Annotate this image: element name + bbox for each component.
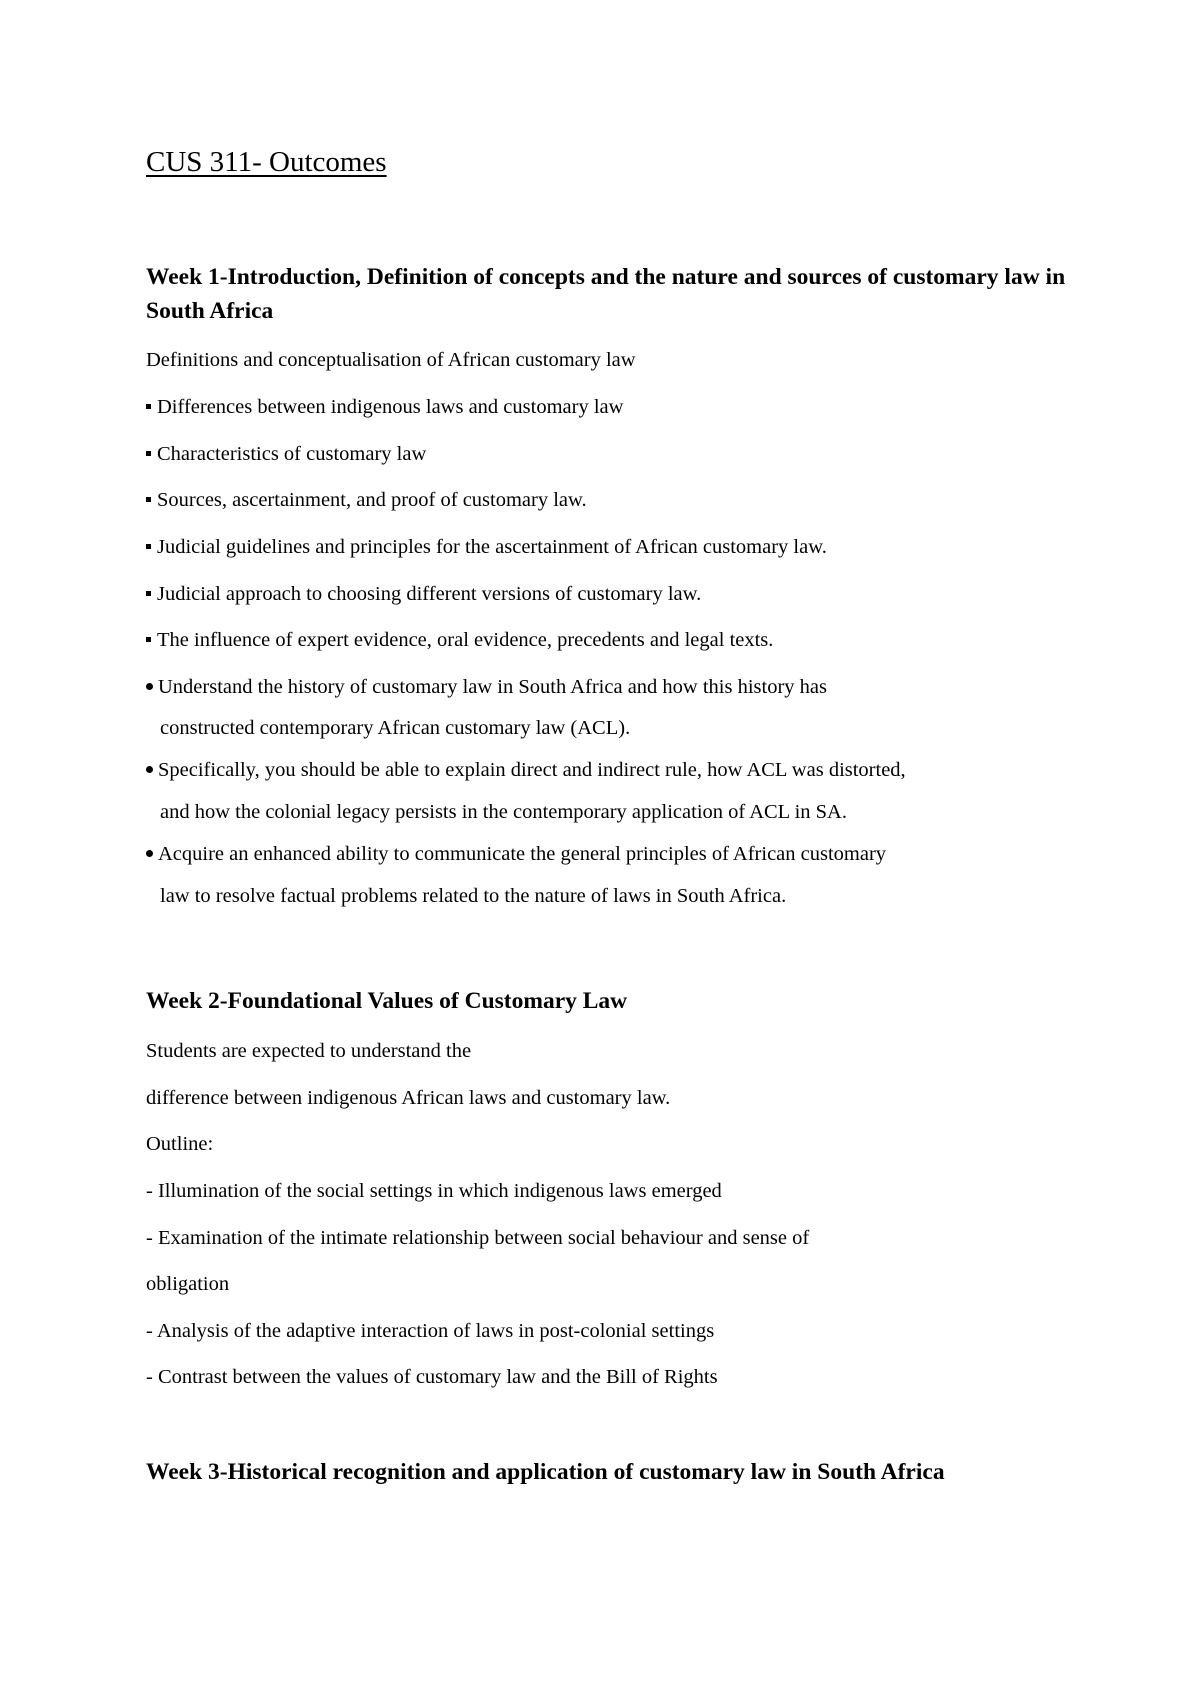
square-bullet-icon bbox=[146, 637, 151, 642]
square-bullet-icon bbox=[146, 404, 151, 409]
list-item bbox=[146, 673, 827, 701]
week2-line: obligation bbox=[146, 1273, 230, 1295]
list-item bbox=[146, 440, 426, 468]
week2-line: - Illumination of the social settings in which indigenous laws emerged bbox=[146, 1180, 722, 1202]
round-bullet-icon bbox=[146, 683, 153, 690]
week2-heading: Week 2-Foundational Values of Customary Law bbox=[146, 988, 628, 1014]
week2-line: Students are expected to understand the bbox=[146, 1040, 472, 1062]
square-bullet-icon bbox=[146, 451, 151, 456]
week2-line: - Analysis of the adaptive interaction of laws in post-colonial settings bbox=[146, 1320, 715, 1342]
round-bullet-icon bbox=[146, 766, 153, 773]
list-item bbox=[146, 756, 906, 784]
week1-intro: Definitions and conceptualisation of African customary law bbox=[146, 349, 636, 371]
list-item-continuation: law to resolve factual problems related to the nature of laws in South Africa. bbox=[160, 885, 787, 907]
list-item-text: Differences between indigenous laws and customary law bbox=[157, 396, 624, 418]
document-title: CUS 311- Outcomes bbox=[146, 146, 387, 178]
square-bullet-icon bbox=[146, 591, 151, 596]
week2-line: - Contrast between the values of customary law and the Bill of Rights bbox=[146, 1366, 718, 1388]
list-item-text: Judicial guidelines and principles for the ascertainment of African customary law. bbox=[157, 536, 827, 558]
list-item-text: Characteristics of customary law bbox=[157, 443, 427, 465]
list-item bbox=[146, 840, 886, 868]
list-item-text: Understand the history of customary law in South Africa and how this history has bbox=[158, 676, 827, 698]
list-item-continuation: and how the colonial legacy persists in the contemporary application of ACL in SA. bbox=[160, 801, 847, 823]
square-bullet-icon bbox=[146, 544, 151, 549]
week2-line: - Examination of the intimate relationship between social behaviour and sense of bbox=[146, 1227, 810, 1249]
week2-line: difference between indigenous African laws and customary law. bbox=[146, 1087, 671, 1109]
list-item-text: Judicial approach to choosing different versions of customary law. bbox=[157, 583, 702, 605]
week2-line: Outline: bbox=[146, 1133, 214, 1155]
square-bullet-icon bbox=[146, 497, 151, 502]
list-item bbox=[146, 580, 701, 608]
list-item-continuation: constructed contemporary African customary law (ACL). bbox=[160, 717, 631, 739]
list-item bbox=[146, 533, 827, 561]
week3-heading: Week 3-Historical recognition and application of customary law in South Africa bbox=[146, 1459, 945, 1485]
round-bullet-icon bbox=[146, 850, 153, 857]
week1-heading: Week 1-Introduction, Definition of concepts and the nature and sources of customary law in South Africa bbox=[146, 264, 1066, 324]
list-item bbox=[146, 393, 623, 421]
list-item bbox=[146, 486, 587, 514]
list-item-text: Specifically, you should be able to explain direct and indirect rule, how ACL was distorted, bbox=[158, 759, 906, 781]
list-item bbox=[146, 626, 773, 654]
list-item-text: The influence of expert evidence, oral evidence, precedents and legal texts. bbox=[157, 629, 774, 651]
list-item-text: Acquire an enhanced ability to communicate the general principles of African customary bbox=[158, 843, 887, 865]
list-item-text: Sources, ascertainment, and proof of customary law. bbox=[157, 489, 587, 511]
